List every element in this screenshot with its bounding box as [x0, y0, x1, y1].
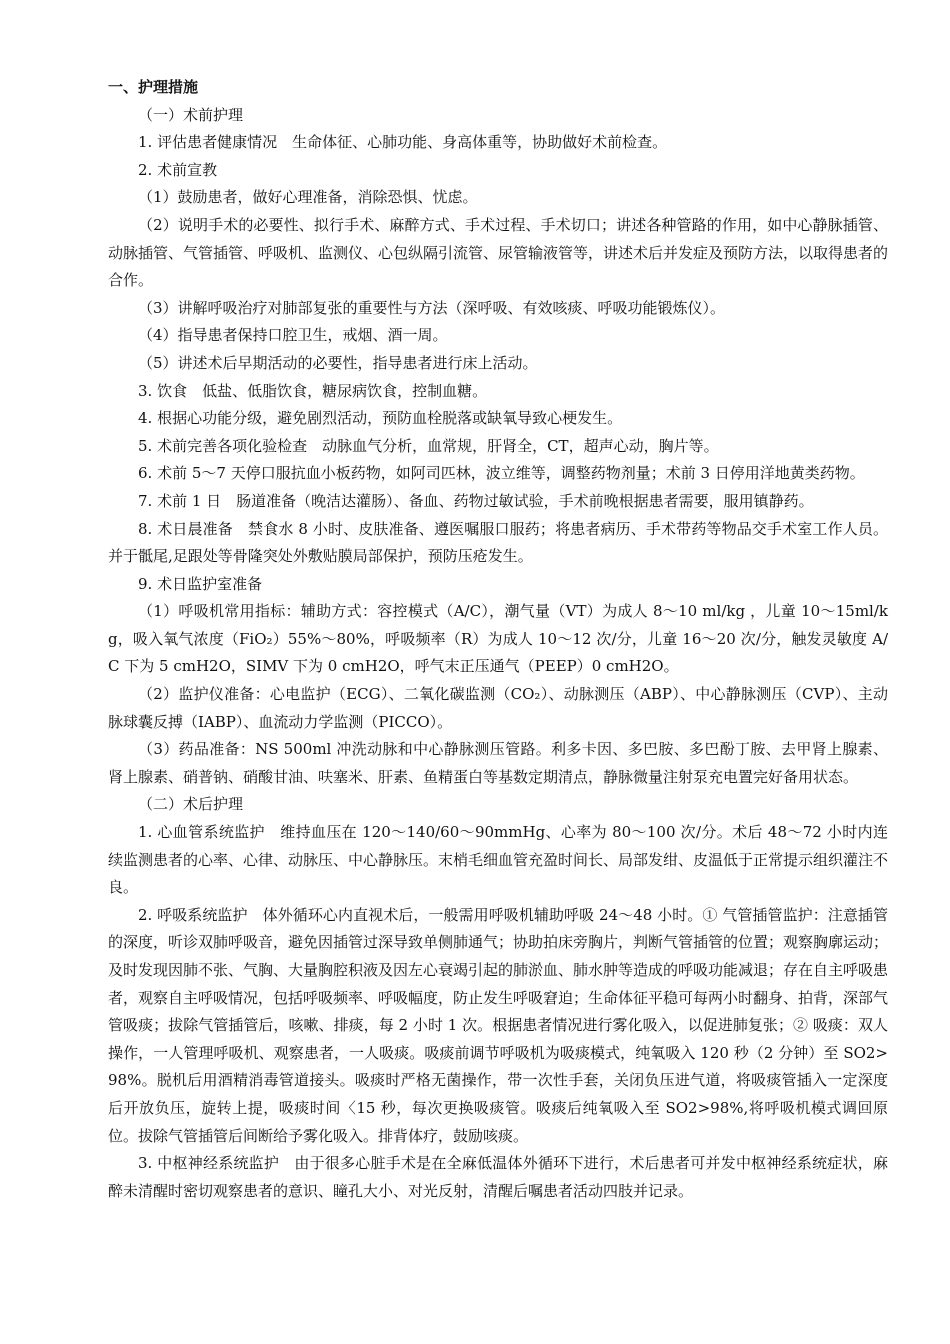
paragraph-2-4: （4）指导患者保持口腔卫生，戒烟、酒一周。	[138, 326, 448, 345]
paragraph-2-3: （3）讲解呼吸治疗对肺部复张的重要性与方法（深呼吸、有效咳痰、呼吸功能锻炼仪）。	[138, 298, 726, 317]
paragraph-3: 3. 饮食 低盐、低脂饮食，糖尿病饮食，控制血糖。	[138, 381, 488, 400]
paragraph-8: 8. 术日晨准备 禁食水 8 小时、皮肤准备、遵医嘱服口服药；将患者病历、手术带药等物品交手术室工作人员。并于骶尾,足跟处等骨隆突处外敷贴膜局部保护，预防压疮发生。	[108, 519, 888, 566]
subsection-heading-postop: （二）术后护理	[138, 795, 244, 814]
section-heading: 一、护理措施	[108, 78, 199, 96]
postop-paragraph-2: 2. 呼吸系统监护 体外循环心内直视术后，一般需用呼吸机辅助呼吸 24～48 小时。① 气管插管监护：注意插管的深度，听诊双肺呼吸音，避免因插管过深导致单侧肺通气；协助拍床旁胸片，判断气管插管的位置；观察胸廓运动；及时发现因肺不张、气胸、大量胸腔积液及因左心衰竭引起的肺淤血、肺水肿等造成的呼吸功能减退；存在自主呼吸患者，观察自主呼吸情况，包括呼吸频率、呼吸幅度，防止发生呼吸窘迫；生命体征平稳可每两小时翻身、拍背，深部气管吸痰；拔除气管插管后，咳嗽、排痰，每 2 小时 1 次。根据患者情况进行雾化吸入，以促进肺复张；② 吸痰：双人操作，一人管理呼吸机、观察患者，一人吸痰。吸痰前调节呼吸机为吸痰模式，纯氧吸入 120 秒（2 分钟）至 SO2>98%。脱机后用酒精消毒管道接头。吸痰时严格无菌操作，带一次性手套，关闭负压进气道，将吸痰管插入一定深度后开放负压，旋转上提，吸痰时间〈15 秒，每次更换吸痰管。吸痰后纯氧吸入至 SO2>98%,将呼吸机模式调回原位。拔除气管插管后间断给予雾化吸入。排背体疗，鼓励咳痰。	[108, 905, 889, 1145]
paragraph-2-1: （1）鼓励患者，做好心理准备，消除恐惧、忧虑。	[138, 188, 478, 207]
paragraph-6: 6. 术前 5～7 天停口服抗血小板药物，如阿司匹林，波立维等，调整药物剂量；术前 3 日停用洋地黄类药物。	[138, 464, 865, 483]
paragraph-2: 2. 术前宣教	[138, 160, 218, 179]
paragraph-1: 1. 评估患者健康情况 生命体征、心肺功能、身高体重等，协助做好术前检查。	[138, 133, 668, 152]
postop-paragraph-3: 3. 中枢神经系统监护 由于很多心脏手术是在全麻低温体外循环下进行，术后患者可并发中枢神经系统症状，麻醉未清醒时密切观察患者的意识、瞳孔大小、对光反射，清醒后嘱患者活动四肢并记录。	[108, 1154, 888, 1200]
paragraph-9: 9. 术日监护室准备	[138, 574, 263, 593]
subsection-heading-preop: （一）术前护理	[138, 105, 244, 124]
document-body	[108, 74, 888, 1205]
paragraph-9-3: （3）药品准备：NS 500ml 冲洗动脉和中心静脉测压管路。利多卡因、多巴胺、多巴酚丁胺、去甲肾上腺素、肾上腺素、硝普钠、硝酸甘油、呋塞米、肝素、鱼精蛋白等基数定期清点，静脉微量注射泵充电置完好备用状态。	[108, 740, 888, 786]
paragraph-9-2: （2）监护仪准备：心电监护（ECG）、二氧化碳监测（CO₂）、动脉测压（ABP）、中心静脉测压（CVP）、主动脉球囊反搏（IABP）、血流动力学监测（PICCO）。	[108, 685, 888, 731]
paragraph-2-5: （5）讲述术后早期活动的必要性，指导患者进行床上活动。	[138, 353, 538, 372]
paragraph-9-1: （1）呼吸机常用指标：辅助方式：容控模式（A/C），潮气量（VT）为成人 8～10 ml/kg ，儿童 10～15ml/kg，吸入氧气浓度（FiO₂）55%～80%，呼吸频率（R）为成人 10～12 次/分，儿童 16～20 次/分，触发灵敏度 A/C 下为 5 cmH2O，SIMV 下为 0 cmH2O，呼气末正压通气（PEEP）0 cmH2O。	[108, 602, 888, 676]
paragraph-7: 7. 术前 1 日 肠道准备（晚洁达灌肠）、备血、药物过敏试验，手术前晚根据患者需要，服用镇静药。	[138, 491, 814, 510]
paragraph-5: 5. 术前完善各项化验检查 动脉血气分析，血常规，肝肾全，CT，超声心动，胸片等。	[138, 436, 719, 455]
postop-paragraph-1: 1. 心血管系统监护 维持血压在 120～140/60～90mmHg、心率为 80～100 次/分。术后 48～72 小时内连续监测患者的心率、心律、动脉压、中心静脉压。末梢毛细血管充盈时间长、局部发绀、皮温低于正常提示组织灌注不良。	[108, 823, 889, 897]
paragraph-2-2: （2）说明手术的必要性、拟行手术、麻醉方式、手术过程、手术切口；讲述各种管路的作用，如中心静脉插管、动脉插管、气管插管、呼吸机、监测仪、心包纵隔引流管、尿管输液管等，讲述术后并发症及预防方法，以取得患者的合作。	[108, 215, 889, 290]
paragraph-4: 4. 根据心功能分级，避免剧烈活动，预防血栓脱落或缺氧导致心梗发生。	[138, 409, 623, 428]
